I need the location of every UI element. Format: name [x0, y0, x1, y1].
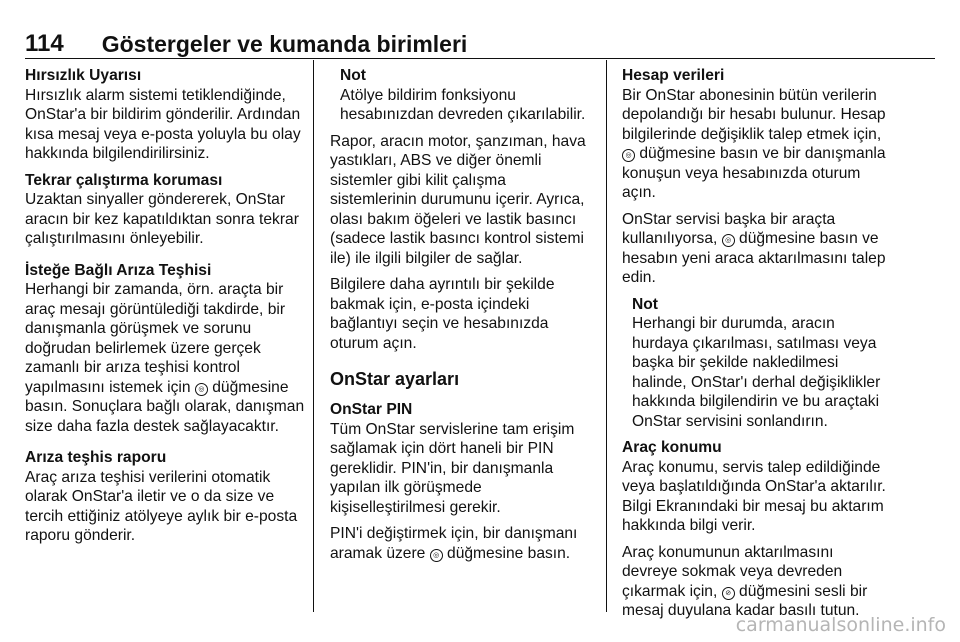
- paragraph: Araç konumu, servis talep edildiğinde veya başlatıldığında OnStar'a aktarılır. Bilgi Ekranındaki bir mesaj bu aktarım hakkında bilgi verir.: [622, 458, 886, 534]
- section-on-demand-diagnostics: [25, 261, 305, 437]
- section-heading: Araç konumu: [622, 439, 722, 456]
- onstar-button-icon: ◎: [722, 234, 735, 247]
- paragraph: Araç arıza teşhisi verilerini otomatik olarak OnStar'a iletir ve o da size ve tercih ettiğiniz atölyeye aylık bir e-posta raporu gönderir.: [25, 468, 298, 544]
- paragraph-text: Araç konumunun aktarılmasını devreye sokmak veya devreden çıkarmak için,: [622, 543, 843, 600]
- onstar-button-icon: ◎: [195, 383, 208, 396]
- paragraph-text: Herhangi bir zamanda, örn. araçta bir araç mesajı görüntülediği takdirde, bir danışmanla görüşmek ve sorunu doğrudan belirlemek üzere gerçek zamanlı bir arıza teşhisi kontrol yapılmasını istemek için: [25, 281, 286, 396]
- section-heading: İsteğe Bağlı Arıza Teşhisi: [25, 261, 212, 279]
- paragraph: Hırsızlık alarm sistemi tetiklendiğinde, OnStar'a bir bildirim gönderilir. Ardından kısa mesaj veya e-posta yoluyla bu olay hakkında bilgilendirilirsiniz.: [25, 86, 301, 162]
- privacy-button-icon: ⊘: [722, 587, 735, 600]
- paragraph-text: düğmesine basın ve hesabın yeni araca aktarılmasını talep edin.: [622, 230, 886, 286]
- paragraph: [25, 280, 305, 436]
- section-heading: Arıza teşhis raporu: [25, 449, 167, 466]
- paragraph-text: PIN'i değiştirmek için, bir danışmanı aramak üzere: [330, 525, 578, 562]
- subsection-heading: OnStar ayarları: [330, 369, 460, 389]
- paragraph-text: OnStar servisi başka bir araçta kullanılıyorsa,: [622, 210, 836, 247]
- column-middle: [330, 66, 592, 570]
- paragraph-text: düğmesine basın ve bir danışmanla konuşun veya hesabınızda oturum açın.: [622, 145, 886, 201]
- note-box: [330, 66, 592, 125]
- section-theft-alert: [25, 66, 305, 164]
- paragraph-text: düğmesini sesli bir mesaj duyulana kadar basılı tutun.: [622, 582, 868, 619]
- section-heading: Tekrar çalıştırma koruması: [25, 171, 223, 189]
- note-box: [622, 295, 888, 432]
- paragraph: [622, 210, 888, 288]
- watermark: carmanualsonline.info: [735, 614, 946, 636]
- section-diagnostic-report: [25, 448, 305, 546]
- column-left: [25, 66, 305, 553]
- paragraph: Rapor, aracın motor, şanzıman, hava yastıkları, ABS ve diğer önemli sistemler gibi kilit çalışma sistemlerinin durumunu içerir. Ayrıca, olası bakım öğeleri ve lastik basıncı (sadece lastik basıncı kontrol sistemi ile) ile ilgili bilgiler de sağlar.: [330, 132, 586, 267]
- paragraph: [622, 543, 888, 621]
- paragraph: Bilgilere daha ayrıntılı bir şekilde bakmak için, e-posta içindeki bağlantıyı seçin ve hesabınızda oturum açın.: [330, 276, 555, 352]
- section-heading: Hesap verileri: [622, 67, 725, 84]
- section-heading: Hırsızlık Uyarısı: [25, 67, 142, 84]
- note-text: Herhangi bir durumda, aracın hurdaya çıkarılması, satılması veya başka bir şekilde nakledilmesi halinde, OnStar'ı derhal değişiklikler hakkında bilgilendirin ve bu araçtaki OnStar servisini sonlandırın.: [632, 315, 881, 430]
- page-header: [25, 24, 935, 59]
- onstar-button-icon: ◎: [430, 549, 443, 562]
- paragraph-text: düğmesine basın. Sonuçlara bağlı olarak, danışman size daha fazla destek sağlayacaktır.: [25, 378, 305, 435]
- column-divider: [313, 60, 314, 612]
- paragraph: [330, 524, 592, 563]
- paragraph-text: düğmesine basın.: [447, 544, 571, 562]
- onstar-button-icon: ◎: [622, 149, 635, 162]
- column-divider: [606, 60, 607, 612]
- section-restart-protection: [25, 171, 305, 249]
- page-number: 114: [25, 30, 64, 57]
- section-heading: OnStar PIN: [330, 401, 413, 418]
- note-heading: Not: [632, 295, 658, 313]
- paragraph-text: Bir OnStar abonesinin bütün verilerin depolandığı bir hesabı bulunur. Hesap bilgilerinde değişiklik talep: [622, 86, 886, 143]
- page-title: Göstergeler ve kumanda birimleri: [101, 31, 468, 57]
- paragraph: Uzaktan sinyaller göndererek, OnStar aracın bir kez kapatıldıktan sonra tekrar çalıştırılmasını önleyebilir.: [25, 191, 299, 247]
- paragraph: [622, 86, 888, 203]
- column-right: [622, 66, 888, 628]
- paragraph-text: etmek için,: [806, 125, 882, 143]
- note-text: Atölye bildirim fonksiyonu hesabınızdan devreden çıkarılabilir.: [340, 86, 586, 123]
- paragraph: Tüm OnStar servislerine tam erişim sağlamak için dört haneli bir PIN gereklidir. PIN'in, bir danışmanla yapılan ilk görüşmede kişiselleştirilmesi gerekir.: [330, 420, 575, 516]
- note-heading: Not: [340, 67, 366, 84]
